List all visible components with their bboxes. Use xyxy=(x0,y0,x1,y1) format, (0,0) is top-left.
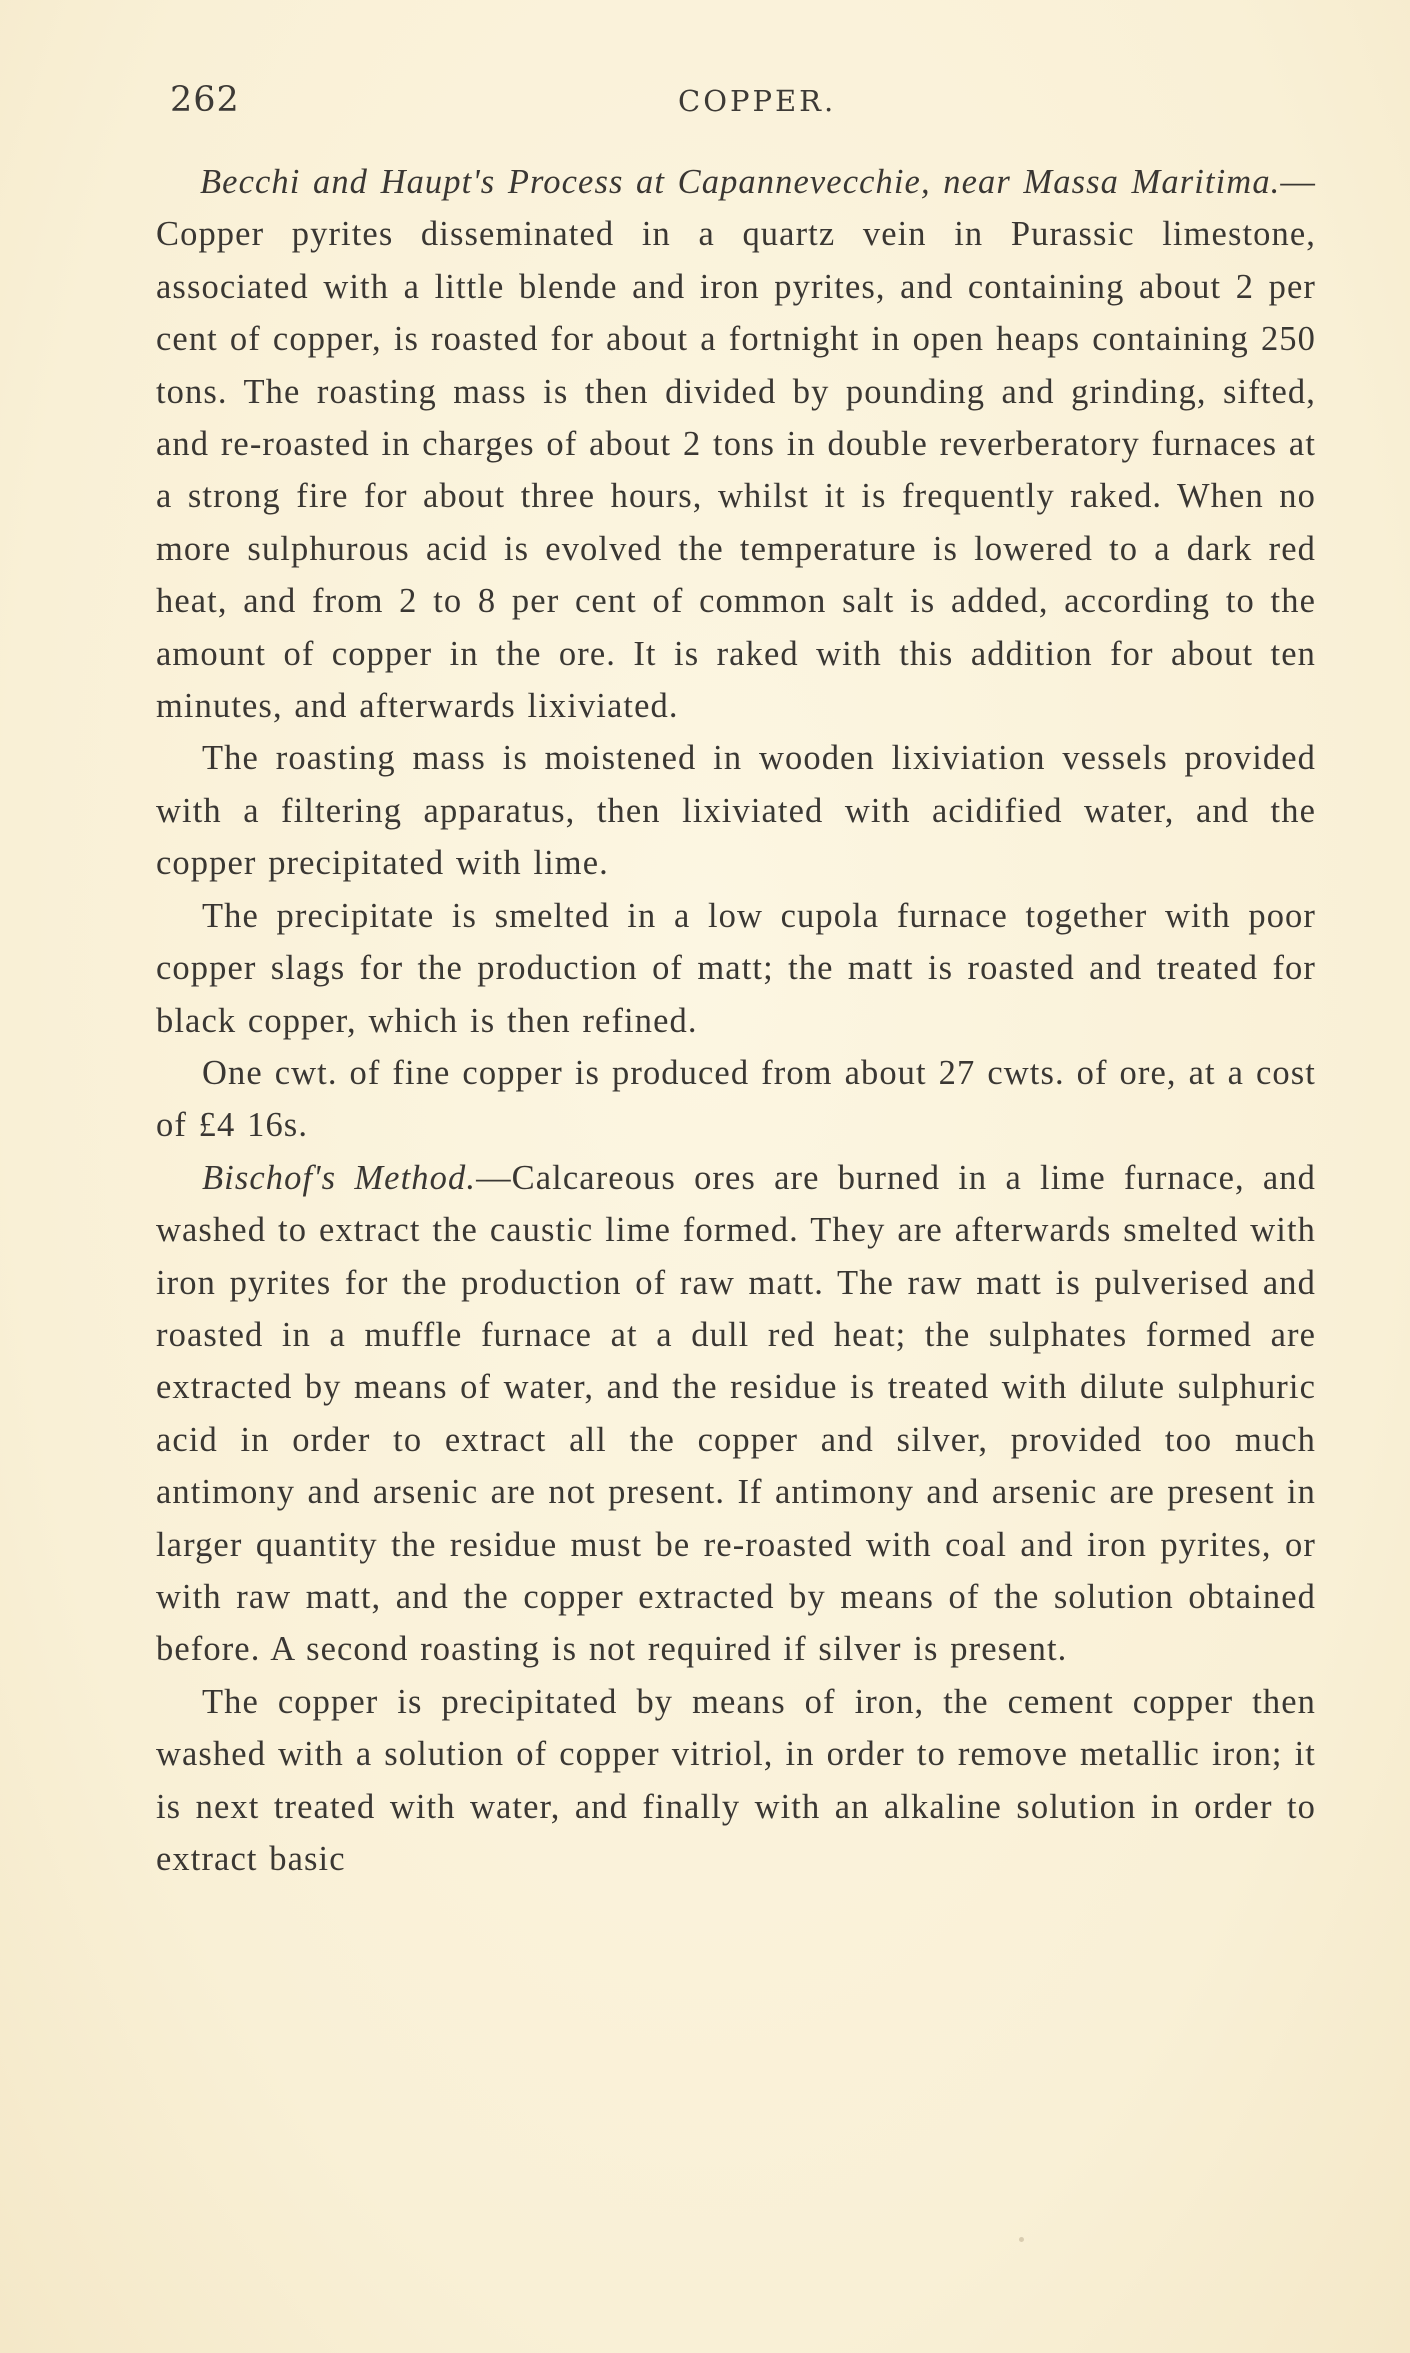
paragraph-precipitate xyxy=(156,890,1316,1047)
body-text xyxy=(156,156,1316,1885)
paragraph-text: The copper is precipitated by means of iron, the cement copper then washed with a solution of copper vitriol, in order to remove metallic iron; it is next treated with water, and finally with an alkaline solution in order to extract basic xyxy=(156,1682,1316,1878)
paragraph-text: —Copper pyrites disseminated in a quartz vein in Purassic limestone, associated with a little blende and iron pyrites, and containing about 2 per cent of copper, is roasted for about a fortnight in open heaps containing 250 tons. The roasting mass is then divided by pounding and grinding, sifted, and re-roasted in charges of about 2 tons in double reverberatory furnaces at a strong fire for about three hours, whilst it is frequently raked. When no more sulphurous acid is evolved the temperature is lowered to a dark red heat, and from 2 to 8 per cent of common salt is added, according to the amount of copper in the ore. It is raked with this addition for about ten minutes, and afterwards lixiviated. xyxy=(156,163,1316,726)
page-header xyxy=(0,80,1410,130)
section-title-becchi-haupt: Becchi and Haupt's Process at Capannevecchie, near Massa Maritima. xyxy=(200,163,1281,201)
paragraph-cost xyxy=(156,1047,1316,1152)
paragraph-text: The precipitate is smelted in a low cupola furnace together with poor copper slags for the production of matt; the matt is roasted and treated for black copper, which is then refined. xyxy=(156,896,1316,1040)
paragraph-precipitation-iron xyxy=(156,1676,1316,1886)
section-title-bischof: Bischof's Method. xyxy=(202,1158,477,1197)
page-number: 262 xyxy=(170,80,240,120)
paragraph-text: One cwt. of fine copper is produced from about 27 cwts. of ore, at a cost of £4 16s. xyxy=(156,1053,1316,1145)
running-head: COPPER. xyxy=(678,84,837,118)
paragraph-text: The roasting mass is moistened in wooden lixiviation vessels provided with a filtering apparatus, then lixiviated with acidified water, and the copper precipitated with lime. xyxy=(156,739,1316,883)
paragraph-becchi-haupt xyxy=(156,156,1316,732)
paragraph-bischof xyxy=(156,1152,1316,1676)
paragraph-lixiviation xyxy=(156,732,1316,889)
paragraph-text: —Calcareous ores are burned in a lime furnace, and washed to extract the caustic lime formed. They are afterwards smelted with iron pyrites for the production of raw matt. The raw matt is pulverised and roasted in a muffle furnace at a dull red heat; the sulphates formed are extracted by means of water, and the residue is treated with dilute sulphuric acid in order to extract all the copper and silver, provided too much antimony and arsenic are not present. If antimony and arsenic are present in larger quantity the residue must be re-roasted with coal and iron pyrites, or with raw matt, and the copper extracted by means of the solution obtained before. A second roasting is not required if silver is present. xyxy=(156,1158,1316,1669)
paper-speck xyxy=(1019,2237,1024,2242)
